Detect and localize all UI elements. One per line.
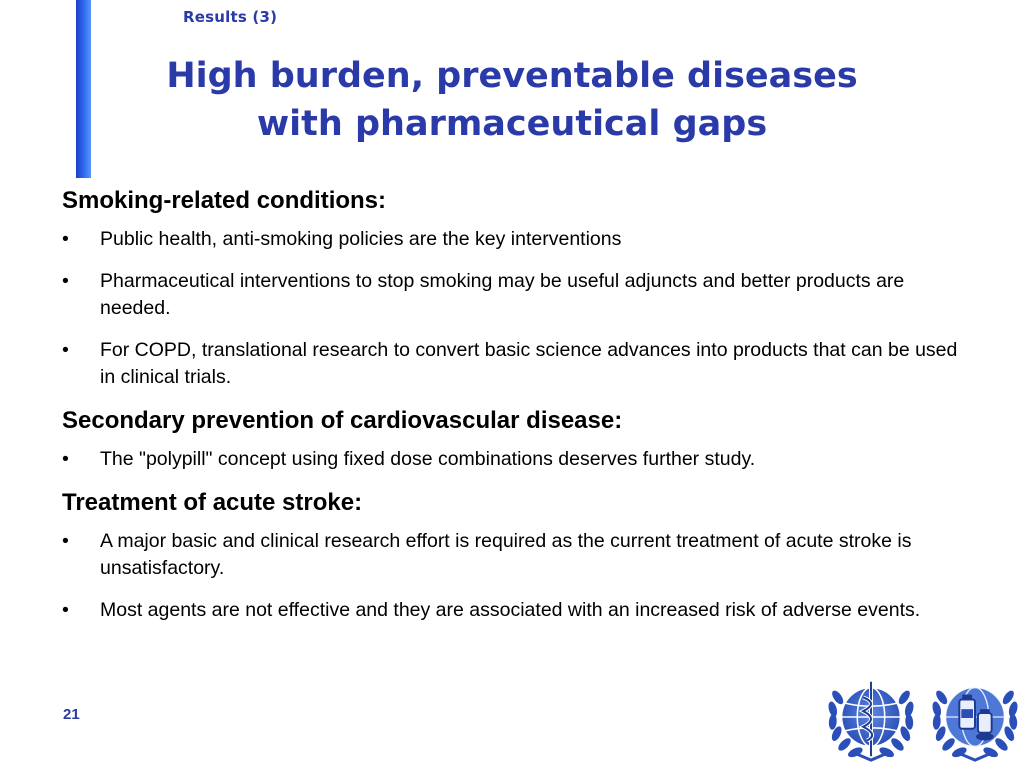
bullet-text: For COPD, translational research to convert basic science advances into products that can be used in clinical trials. [100, 339, 958, 388]
breadcrumb: Results (3) [183, 8, 278, 26]
logo-group [822, 668, 1024, 768]
slide-content [62, 186, 972, 639]
bullet-icon: • [62, 270, 69, 292]
section-heading: Secondary prevention of cardiovascular disease: [62, 407, 623, 434]
page-title [100, 52, 924, 148]
bullet-icon: • [62, 448, 69, 470]
accent-bar [76, 0, 91, 178]
bullet-icon: • [62, 228, 69, 250]
bullet-text: The "polypill" concept using fixed dose combinations deserves further study. [100, 448, 756, 470]
section-heading: Smoking-related conditions: [62, 187, 387, 214]
section-smoking [62, 186, 972, 391]
bullet-text: Most agents are not effective and they are associated with an increased risk of adverse events. [100, 599, 921, 621]
section-stroke [62, 488, 972, 624]
bullet-text: A major basic and clinical research effort is required as the current treatment of acute stroke is unsatisfactory. [100, 530, 912, 579]
section-heading: Treatment of acute stroke: [62, 489, 363, 516]
bullet-icon: • [62, 599, 69, 621]
who-emblem-icon [822, 668, 920, 766]
bullet-item [62, 446, 972, 473]
bullet-list [62, 446, 972, 473]
bullet-item [62, 268, 972, 322]
page-title-line-2: with pharmaceutical gaps [256, 104, 768, 144]
bullet-item [62, 528, 972, 582]
bullet-item [62, 597, 972, 624]
bullet-icon: • [62, 530, 69, 552]
page-number: 21 [63, 706, 80, 723]
bullet-list [62, 226, 972, 391]
page-title-line-1: High burden, preventable diseases [166, 56, 858, 96]
bullet-list [62, 528, 972, 624]
bullet-item [62, 226, 972, 253]
bullet-item [62, 337, 972, 391]
un-emblem-icon [926, 668, 1024, 766]
bullet-icon: • [62, 339, 69, 361]
bullet-text: Public health, anti-smoking policies are the key interventions [100, 228, 622, 250]
bullet-text: Pharmaceutical interventions to stop smoking may be useful adjuncts and better products are needed. [100, 270, 905, 319]
section-cardiovascular [62, 406, 972, 473]
